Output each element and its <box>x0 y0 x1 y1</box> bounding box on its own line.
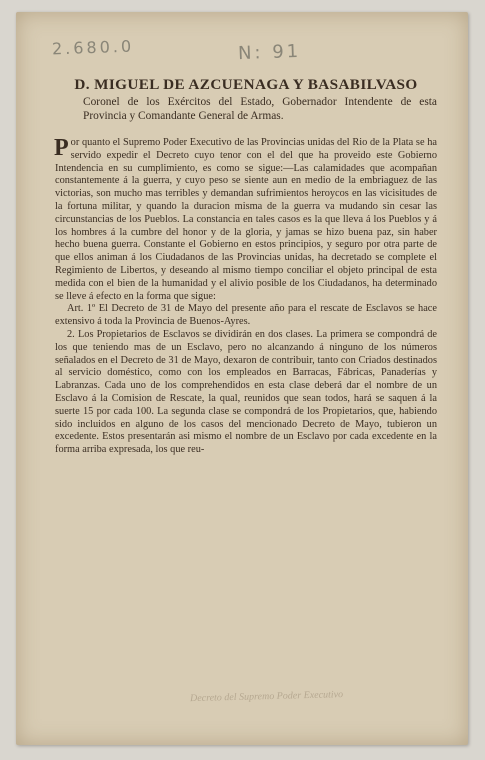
drop-cap: P <box>54 135 69 161</box>
document-text <box>55 76 437 457</box>
article-1: Art. 1º El Decreto de 31 de Mayo del presente año para el rescate de Esclavos se hace extensivo á toda la Provincia de Buenos-Ayres. <box>55 303 437 328</box>
preamble-text: or quanto el Supremo Poder Executivo de las Provincias unidas del Rio de la Plata se ha servido expedir el Decreto cuyo tenor con el del que ha proveido este Gobierno Intendencia en su cumplimiento, es como se sigue:—Las calamidades que acompañan constantemente á la guerra, y cuyo peso se siente aun en medio de la embriaguez de las victorias, son mucho mas terribles y demandan sufrimientos heroycos en las vicisitudes de la fortuna militar, y quando la duracion misma de la guerra va mudando sin cesar las circunstancias de los Pueblos. La constancia en tales casos es la que lleva á los Pueblos y á los hombres á la cumbre del honor y de la gloria, y jamas se hizo buena paz, sin haber hecho buena guerra. Constante el Gobierno en estos principios, y seguro por otra parte de que ellos animan á los Ciudadanos de las Provincias unidas, ha decretado se complete el Regimiento de Libertos, y deseando al mismo tiempo conciliar el objeto principal de esta medida con el bien de la humanidad y el alivio posible de los Ciudadanos, ha determinado se lleve á efecto en la forma que sigue: <box>55 137 437 302</box>
archive-folio-mark: N: 91 <box>237 40 302 65</box>
document-subtitle: Coronel de los Exércitos del Estado, Gobernador Intendente de esta Provincia y Comandante General de Armas. <box>83 96 437 122</box>
bleed-through-text: Decreto del Supremo Poder Executivo <box>189 689 344 705</box>
archive-number-mark: 2.680.0 <box>51 36 135 59</box>
document-title: D. MIGUEL DE AZCUENAGA Y BASABILVASO <box>74 76 418 93</box>
preamble-paragraph <box>55 137 437 303</box>
article-2: 2. Los Propietarios de Esclavos se dividirán en dos clases. La primera se compondrá de los que teniendo mas de un Esclavo, pero no alcanzando á ninguno de los números señalados en el Decreto de 31 de Mayo, dexaron de contribuir, tanto con Criados destinados al servicio doméstico, como con los empleados en Barracas, Fábricas, Panaderías y Labranzas. Cada uno de los comprehendidos en esta clase deberá dar el nombre de un Esclavo á la Comision de Rescate, la qual, reunidos que sean todos, hará se saquen á la suerte 15 por cada 100. La segunda clase se compondrá de los Propietarios, que, habiendo sido incluidos en alguno de los casos del mencionado Decreto de Mayo, tubieron un excedente. Estos presentarán asi mismo el nombre de un Esclavo por cada excedente en la forma arriba expresada, los que reu- <box>55 328 437 456</box>
